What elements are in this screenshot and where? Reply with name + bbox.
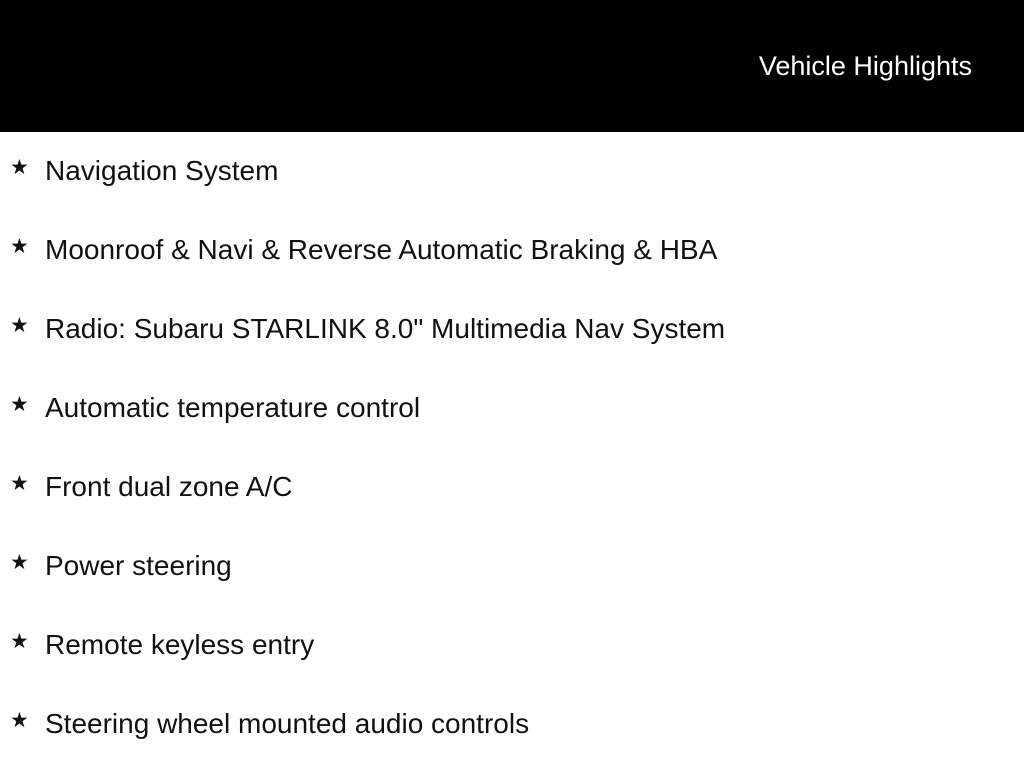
- feature-label: Remote keyless entry: [45, 629, 315, 660]
- feature-label: Automatic temperature control: [45, 392, 421, 423]
- feature-label: Navigation System: [45, 155, 279, 186]
- star-icon: ★: [10, 156, 29, 179]
- feature-label: Power steering: [45, 550, 232, 581]
- feature-label: Steering wheel mounted audio controls: [45, 708, 530, 739]
- list-item: [0, 132, 1024, 211]
- feature-label: Moonroof & Navi & Reverse Automatic Braking & HBA: [45, 234, 718, 265]
- star-icon: ★: [10, 630, 29, 653]
- list-item: [0, 527, 1024, 606]
- list-item: [0, 211, 1024, 290]
- vehicle-highlights-list: [0, 132, 1024, 764]
- list-item: [0, 685, 1024, 764]
- list-item: [0, 606, 1024, 685]
- star-icon: ★: [10, 314, 29, 337]
- list-item: [0, 448, 1024, 527]
- list-item: [0, 290, 1024, 369]
- list-item: [0, 369, 1024, 448]
- star-icon: ★: [10, 472, 29, 495]
- feature-label: Front dual zone A/C: [45, 471, 293, 502]
- feature-label: Radio: Subaru STARLINK 8.0" Multimedia Nav System: [45, 313, 726, 344]
- star-icon: ★: [10, 551, 29, 574]
- header-bar: [0, 0, 1024, 132]
- star-icon: ★: [10, 235, 29, 258]
- star-icon: ★: [10, 709, 29, 732]
- star-icon: ★: [10, 393, 29, 416]
- page-title: Vehicle Highlights: [758, 51, 972, 81]
